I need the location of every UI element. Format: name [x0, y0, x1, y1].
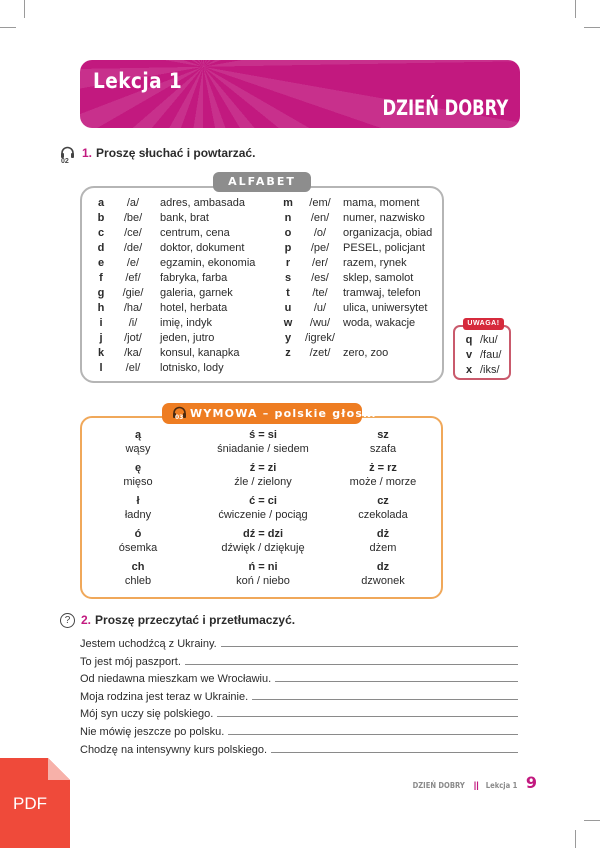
sound-cell [313, 560, 453, 588]
sound-grapheme: sz [377, 429, 389, 441]
phonetic: /iks/ [480, 364, 500, 376]
sound-example: dzwonek [361, 575, 405, 587]
example-words: galeria, garnek [160, 287, 233, 299]
example-words: jeden, jutro [160, 332, 215, 344]
example-words: ulica, uniwersytet [343, 302, 428, 314]
example-words: PESEL, policjant [343, 242, 425, 254]
footer-separator: || [473, 780, 479, 790]
sound-example: ósemka [118, 542, 158, 554]
translation-row [80, 650, 518, 668]
sentence: Mój syn uczy się polskiego. [80, 708, 214, 721]
phonetic: /a/ [126, 197, 140, 209]
phonetic: /o/ [313, 227, 327, 239]
sound-example: ładny [124, 509, 152, 521]
letter: w [283, 317, 293, 329]
sound-cell [193, 527, 333, 555]
letter: p [284, 242, 292, 254]
phonetic: /en/ [310, 212, 330, 224]
sound-example: wąsy [125, 443, 151, 455]
sound-example: źle / zielony [234, 476, 292, 488]
phonetic: /jot/ [124, 332, 142, 344]
phonetic: /i/ [128, 317, 138, 329]
exercise-number: 1. [82, 146, 93, 160]
sound-grapheme: dż [376, 528, 390, 540]
sound-cell [68, 560, 208, 588]
sentence: Chodzę na intensywny kurs polskiego. [80, 743, 268, 756]
example-words: fabryka, farba [160, 272, 228, 284]
answer-line[interactable] [221, 646, 518, 647]
example-words: doktor, dokument [160, 242, 245, 254]
sound-grapheme: ń = ni [248, 561, 278, 573]
exercise-2-heading [60, 613, 295, 628]
alphabet-box-label: ALFABET [213, 172, 311, 192]
sound-grapheme: ą [134, 429, 142, 441]
sound-grapheme: ż = rz [369, 462, 397, 474]
example-words: organizacja, obiad [343, 227, 433, 239]
answer-line[interactable] [252, 699, 518, 700]
sound-example: dźwięk / dziękuję [221, 542, 305, 554]
footer-lesson: Lekcja 1 [485, 781, 518, 790]
example-words: tramwaj, telefon [343, 287, 421, 299]
sound-example: mięso [123, 476, 153, 488]
letter: z [285, 347, 291, 359]
letter: n [284, 212, 292, 224]
phonetic: /gie/ [122, 287, 144, 299]
sentence: Jestem uchodźcą z Ukrainy. [80, 638, 217, 650]
letter: k [97, 347, 105, 359]
note-row [462, 348, 501, 363]
audio-track-number: 03 [175, 414, 184, 421]
sentence: Moja rodzina jest teraz w Ukrainie. [80, 690, 249, 703]
answer-line[interactable] [271, 752, 518, 753]
note-row [462, 333, 498, 348]
crop-mark [575, 0, 576, 18]
example-words: zero, zoo [343, 347, 389, 359]
sound-example: czekolada [358, 509, 408, 521]
letter: s [284, 272, 292, 284]
letter: y [284, 332, 292, 344]
example-words: konsul, kanapka [160, 347, 240, 359]
example-words: centrum, cena [160, 227, 230, 239]
footer-title: DZIEŃ DOBRY [412, 781, 466, 790]
sound-cell [193, 428, 333, 456]
letter: e [97, 257, 105, 269]
pdf-label: PDF [13, 794, 47, 813]
phonetic: /ku/ [480, 334, 498, 346]
pronunciation-box-label [162, 403, 377, 424]
sound-cell [313, 428, 453, 456]
answer-line[interactable] [275, 681, 518, 682]
phonetic: /ce/ [124, 227, 142, 239]
answer-line[interactable] [185, 664, 518, 665]
crop-mark [0, 27, 16, 28]
letter: r [285, 257, 291, 269]
sound-example: szafa [369, 443, 397, 455]
sound-grapheme: cz [377, 495, 389, 507]
letter: o [284, 227, 292, 239]
example-words: lotnisko, lody [160, 362, 224, 374]
letter: u [284, 302, 292, 314]
audio-track-number: 02 [61, 158, 69, 165]
answer-line[interactable] [228, 734, 518, 735]
lesson-title: DZIEŃ DOBRY [382, 96, 508, 120]
translation-row [80, 667, 518, 685]
example-words: razem, rynek [343, 257, 407, 269]
crop-mark [24, 0, 25, 18]
phonetic: /wu/ [309, 317, 331, 329]
example-words: adres, ambasada [160, 197, 245, 209]
phonetic: /ef/ [125, 272, 141, 284]
letter: v [465, 349, 473, 361]
exercise-number: 2. [81, 613, 92, 627]
sound-cell [68, 527, 208, 555]
example-words: woda, wakacje [343, 317, 416, 329]
pronunciation-box-title: WYMOWA – polskie głoski [190, 407, 377, 420]
letter: t [286, 287, 290, 299]
sound-example: śniadanie / siedem [217, 443, 309, 455]
translation-row [80, 720, 518, 738]
phonetic: /te/ [312, 287, 328, 299]
page-number: 9 [525, 773, 537, 792]
phonetic: /pe/ [310, 242, 330, 254]
sound-grapheme: dz [376, 561, 390, 573]
sound-cell [193, 494, 333, 522]
example-words: hotel, herbata [160, 302, 228, 314]
sound-cell [313, 527, 453, 555]
translation-row [80, 632, 518, 650]
sound-grapheme: ł [136, 495, 140, 507]
letter: g [97, 287, 105, 299]
phonetic: /e/ [126, 257, 140, 269]
crop-mark [575, 830, 576, 848]
letter: i [99, 317, 103, 329]
phonetic: /es/ [311, 272, 329, 284]
exercise-instruction: Proszę przeczytać i przetłumaczyć. [95, 613, 296, 627]
letter: l [99, 362, 103, 374]
phonetic: /u/ [313, 302, 327, 314]
phonetic: /igrek/ [305, 332, 335, 344]
page-footer [408, 773, 537, 792]
crop-mark [584, 820, 600, 821]
note-row [462, 363, 500, 378]
sound-grapheme: ć = ci [249, 495, 277, 507]
lesson-label: Lekcja 1 [93, 69, 183, 93]
phonetic: /zet/ [309, 347, 331, 359]
translation-row [80, 738, 518, 756]
sound-cell [313, 494, 453, 522]
example-words: numer, nazwisko [343, 212, 425, 224]
phonetic: /be/ [123, 212, 143, 224]
sound-grapheme: ę [134, 462, 142, 474]
sound-example: chleb [124, 575, 152, 587]
sound-example: koń / niebo [236, 575, 290, 587]
example-words: bank, brat [160, 212, 209, 224]
sound-grapheme: dź = dzi [242, 528, 284, 540]
sentence: Nie mówię jeszcze po polsku. [80, 726, 225, 738]
sound-cell [193, 461, 333, 489]
exercise-1-heading [60, 146, 255, 166]
letter: d [97, 242, 105, 254]
letter: m [283, 197, 293, 209]
sound-grapheme: ch [131, 561, 145, 573]
example-words: egzamin, ekonomia [160, 257, 256, 269]
phonetic: /ka/ [124, 347, 142, 359]
pdf-file-icon[interactable] [0, 758, 70, 848]
letter: f [99, 272, 103, 284]
sound-cell [313, 461, 453, 489]
lesson-banner [80, 60, 520, 128]
example-words: imię, indyk [160, 317, 212, 329]
crop-mark [584, 27, 600, 28]
letter: b [97, 212, 105, 224]
sound-grapheme: ó [134, 528, 142, 540]
sound-example: może / morze [349, 476, 417, 488]
sound-example: ćwiczenie / pociąg [218, 509, 308, 521]
translation-row [80, 702, 518, 720]
sound-cell [68, 494, 208, 522]
phonetic: /em/ [309, 197, 331, 209]
sentence: To jest mój paszport. [80, 655, 181, 668]
phonetic: /de/ [123, 242, 143, 254]
example-words: mama, moment [343, 197, 420, 209]
example-words: sklep, samolot [343, 272, 414, 284]
sentence: Od niedawna mieszkam we Wrocławiu. [80, 673, 272, 686]
letter: j [99, 332, 103, 344]
phonetic: /fau/ [480, 349, 502, 361]
letter: a [97, 197, 105, 209]
letter: c [97, 227, 105, 239]
question-icon: ? [60, 613, 75, 628]
exercise-instruction: Proszę słuchać i powtarzać. [96, 146, 256, 160]
letter: h [97, 302, 105, 314]
sound-grapheme: ź = zi [249, 462, 277, 474]
sound-cell [193, 560, 333, 588]
answer-line[interactable] [217, 716, 518, 717]
letter: q [465, 334, 473, 346]
letter: x [465, 364, 473, 376]
sound-grapheme: ś = si [249, 429, 277, 441]
headphones-icon[interactable] [60, 146, 76, 166]
phonetic: /el/ [125, 362, 141, 374]
sound-cell [68, 461, 208, 489]
sound-cell [68, 428, 208, 456]
phonetic: /er/ [312, 257, 328, 269]
sound-example: dżem [369, 542, 397, 554]
phonetic: /ha/ [123, 302, 143, 314]
note-box-label: UWAGA! [463, 318, 504, 330]
translation-row [80, 685, 518, 703]
